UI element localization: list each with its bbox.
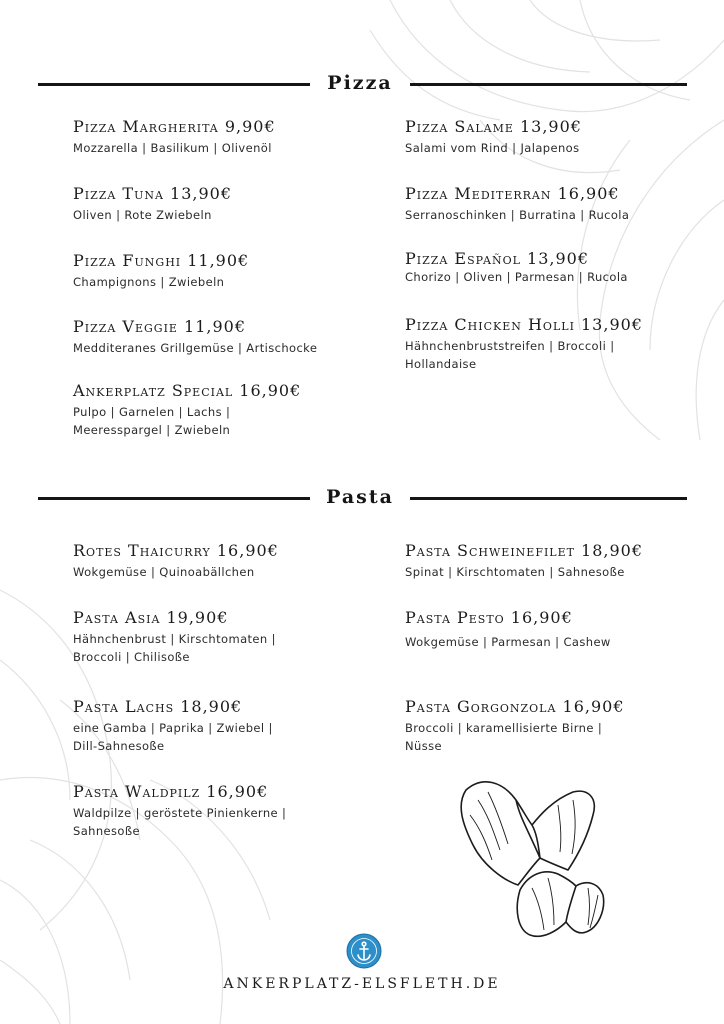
- item-description: Pulpo | Garnelen | Lachs |: [73, 405, 231, 419]
- item-description: Wokgemüse | Parmesan | Cashew: [405, 635, 611, 649]
- item-description-line2: Hollandaise: [405, 357, 477, 371]
- item-title: Rotes Thaicurry 16,90€: [73, 541, 279, 560]
- menu-item: [73, 782, 286, 840]
- menu-item: [405, 541, 643, 581]
- item-title: Pizza Margherita 9,90€: [73, 117, 276, 136]
- menu-item: [73, 117, 276, 157]
- item-description: Champignons | Zwiebeln: [73, 275, 225, 289]
- item-description-line2: Sahnesoße: [73, 824, 140, 838]
- item-title: Pizza Salame 13,90€: [405, 117, 582, 136]
- menu-item: [73, 541, 279, 581]
- item-description: Wokgemüse | Quinoabällchen: [73, 565, 255, 579]
- menu-item: [405, 608, 611, 651]
- anchor-icon: [346, 933, 382, 969]
- item-description-line2: Nüsse: [405, 739, 442, 753]
- pasta-heading: Pasta: [326, 486, 394, 508]
- item-description: Chorizo | Oliven | Parmesan | Rucola: [405, 270, 628, 284]
- item-title: Pizza Funghi 11,90€: [73, 251, 250, 270]
- item-description: eine Gamba | Paprika | Zwiebel |: [73, 721, 273, 735]
- menu-item: [405, 315, 643, 373]
- footer-website-url: ANKERPLATZ-ELSFLETH.DE: [223, 976, 501, 992]
- header-rule-right: [410, 497, 687, 500]
- item-title: Pizza Español 13,90€: [405, 249, 589, 268]
- item-description: Serranoschinken | Burratina | Rucola: [405, 208, 630, 222]
- item-description: Spinat | Kirschtomaten | Sahnesoße: [405, 565, 625, 579]
- item-description-line2: Dill-Sahnesoße: [73, 739, 165, 753]
- item-title: Pasta Asia 19,90€: [73, 608, 229, 627]
- item-title: Ankerplatz Special 16,90€: [73, 381, 302, 400]
- item-title: Pasta Pesto 16,90€: [405, 608, 573, 627]
- menu-item: [73, 608, 276, 666]
- item-title: Pasta Gorgonzola 16,90€: [405, 697, 625, 716]
- menu-item: [73, 381, 301, 439]
- item-description: Medditeranes Grillgemüse | Artischocke: [73, 341, 318, 355]
- item-description: Waldpilze | geröstete Pinienkerne |: [73, 806, 287, 820]
- menu-item: [73, 697, 273, 755]
- item-description: Oliven | Rote Zwiebeln: [73, 208, 212, 222]
- header-rule-left: [38, 83, 310, 86]
- item-description: Salami vom Rind | Jalapenos: [405, 141, 580, 155]
- pizza-heading: Pizza: [327, 72, 393, 94]
- item-title: Pizza Mediterran 16,90€: [405, 184, 620, 203]
- item-description: Hähnchenbruststreifen | Broccoli |: [405, 339, 615, 353]
- farfalle-pasta-icon: [448, 770, 608, 940]
- item-description: Hähnchenbrust | Kirschtomaten |: [73, 632, 276, 646]
- item-description-line2: Meeresspargel | Zwiebeln: [73, 423, 231, 437]
- menu-item: [405, 697, 625, 755]
- item-description-line2: Broccoli | Chilisoße: [73, 650, 190, 664]
- item-title: Pasta Lachs 18,90€: [73, 697, 243, 716]
- menu-item: [73, 184, 232, 224]
- item-description: Mozzarella | Basilikum | Olivenöl: [73, 141, 272, 155]
- header-rule-right: [410, 83, 687, 86]
- menu-item: [73, 317, 317, 357]
- item-title: Pasta Schweinefilet 18,90€: [405, 541, 644, 560]
- menu-item: [73, 251, 249, 291]
- pasta-section-header: [38, 486, 687, 510]
- pizza-section-header: [38, 72, 687, 96]
- menu-item: [405, 249, 628, 286]
- menu-item: [405, 184, 629, 224]
- item-title: Pizza Veggie 11,90€: [73, 317, 247, 336]
- header-rule-left: [38, 497, 310, 500]
- item-description: Broccoli | karamellisierte Birne |: [405, 721, 603, 735]
- menu-item: [405, 117, 582, 157]
- item-title: Pizza Chicken Holli 13,90€: [405, 315, 643, 334]
- item-title: Pizza Tuna 13,90€: [73, 184, 233, 203]
- item-title: Pasta Waldpilz 16,90€: [73, 782, 269, 801]
